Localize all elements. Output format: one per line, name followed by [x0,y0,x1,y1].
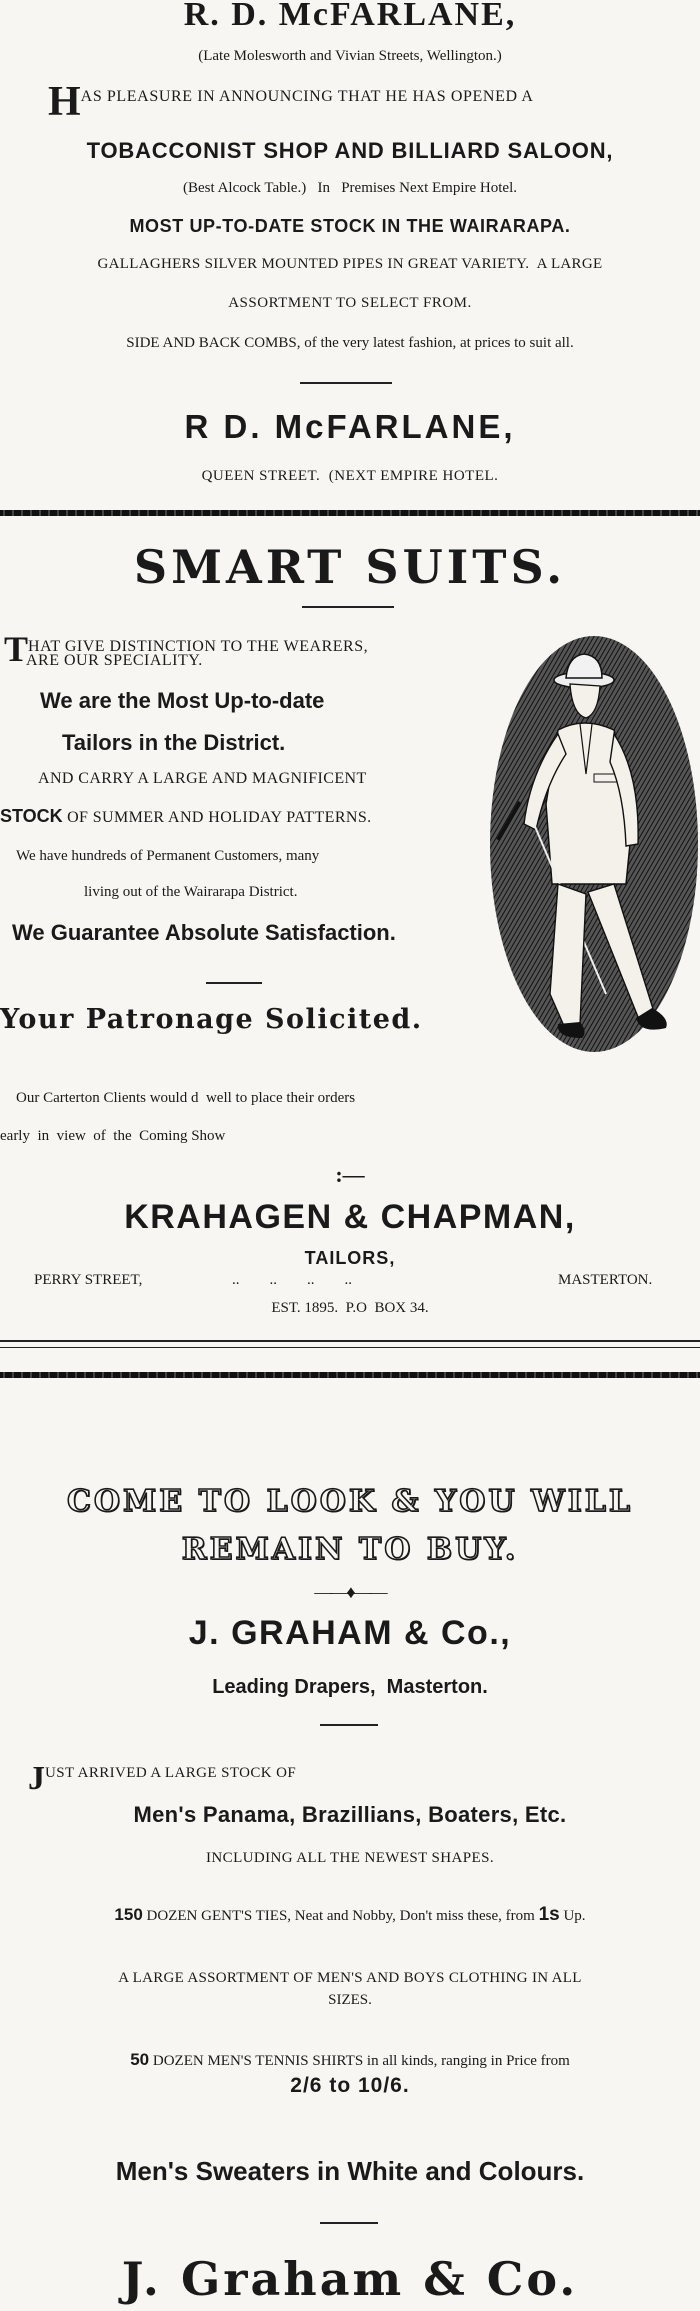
graham-dropcap: J [28,1760,45,1797]
krahagen-carry-stock: STOCK [0,806,63,826]
graham-ties-count: 150 [114,1905,143,1924]
krahagen-street: PERRY STREET, [34,1272,143,1288]
graham-ties-text: DOZEN GENT'S TIES, Neat and Nobby, Don't miss these, from [142,1908,539,1924]
graham-ties-end: Up. [559,1908,586,1924]
smart-suits-headline: SMART SUITS. [133,540,567,594]
graham-shapes: INCLUDING ALL THE NEWEST SHAPES. [206,1850,494,1866]
graham-sweaters: Men's Sweaters in White and Colours. [115,2156,585,2186]
krahagen-bold-2: Tailors in the District. [62,730,286,755]
mcfarlane-pipes-line-2: ASSORTMENT TO SELECT FROM. [228,295,472,311]
diamond-ornament: ——♦—— [314,1582,386,1602]
mcfarlane-address: QUEEN STREET. (NEXT EMPIRE HOTEL. [201,468,499,484]
mcfarlane-pipes-line-1: GALLAGHERS SILVER MOUNTED PIPES IN GREAT VARIETY. A LARGE [97,256,603,272]
krahagen-firm: KRAHAGEN & CHAPMAN, [124,1198,576,1236]
graham-shirts-text: DOZEN MEN'S TENNIS SHIRTS in all kinds, ranging in Price from [149,2053,570,2069]
krahagen-dropcap: T [4,629,29,669]
graham-ties-price: 1s [538,1904,560,1925]
krahagen-town: MASTERTON. [558,1272,653,1288]
mcfarlane-subtitle: (Late Molesworth and Vivian Streets, Wellington.) [198,48,502,64]
graham-headline-1: COME TO LOOK & YOU WILL [67,1484,633,1519]
graham-tagline: Leading Drapers, Masterton. [212,1676,488,1698]
krahagen-carry-rest: OF SUMMER AND HOLIDAY PATTERNS. [62,809,372,826]
graham-firm: J. GRAHAM & Co., [188,1614,512,1652]
mcfarlane-stock-line: MOST UP-TO-DATE STOCK IN THE WAIRARAPA. [129,216,571,236]
graham-shirts-count: 50 [130,2050,150,2069]
krahagen-guarantee: We Guarantee Absolute Satisfaction. [12,920,396,945]
krahagen-trade: TAILORS, [304,1248,396,1268]
krahagen-dots: .. .. .. .. [232,1272,352,1288]
graham-ties-line [0,1904,700,1926]
graham-clothing-2: SIZES. [328,1992,372,2008]
mcfarlane-table-note: (Best Alcock Table.) In Premises Next Empire Hotel. [182,180,517,196]
mcfarlane-announce-text: AS PLEASURE IN ANNOUNCING THAT HE HAS OPENED A [80,88,534,105]
krahagen-est: EST. 1895. P.O BOX 34. [271,1300,429,1316]
krahagen-patronage: Your Patronage Solicited. [0,1004,423,1035]
krahagen-carterton-1: Our Carterton Clients would d well to place their orders [16,1090,356,1106]
krahagen-intro-2: ARE OUR SPECIALITY. [26,652,203,669]
mcfarlane-combs-line: SIDE AND BACK COMBS, of the very latest fashion, at prices to suit all. [126,335,574,351]
mcfarlane-title: R. D. McFARLANE, [183,0,517,33]
divider [320,1724,378,1726]
krahagen-carry-1: AND CARRY A LARGE AND MAGNIFICENT [38,770,367,787]
mcfarlane-dropcap: H [48,79,81,125]
graham-arrived-text: UST ARRIVED A LARGE STOCK OF [45,1765,297,1781]
graham-clothing-1: A LARGE ASSORTMENT OF MEN'S AND BOYS CLOTHING IN ALL [118,1970,582,1986]
graham-shirts-line [0,2050,700,2070]
krahagen-customers-1: We have hundreds of Permanent Customers, many [16,848,320,864]
graham-arrived [28,1760,628,1798]
mcfarlane-shop-line: TOBACCONIST SHOP AND BILLIARD SALOON, [86,138,614,163]
krahagen-bold-1: We are the Most Up-to-date [40,688,325,713]
divider [320,2222,378,2224]
graham-shirts-price: 2/6 to 10/6. [290,2074,410,2097]
krahagen-carterton-2: early in view of the Coming Show [0,1128,226,1144]
graham-hats: Men's Panama, Brazillians, Boaters, Etc. [133,1802,567,1827]
graham-headline-2: REMAIN TO BUY. [181,1532,519,1567]
mcfarlane-name-repeat: R D. McFARLANE, [184,408,516,445]
krahagen-intro-text-1: HAT GIVE DISTINCTION TO THE WEARERS, [28,638,369,655]
krahagen-customers-2: living out of the Wairarapa District. [84,884,298,900]
graham-footer-firm: J. Graham & Co. [121,2252,579,2306]
krahagen-colon-dash: :— [335,1162,365,1187]
